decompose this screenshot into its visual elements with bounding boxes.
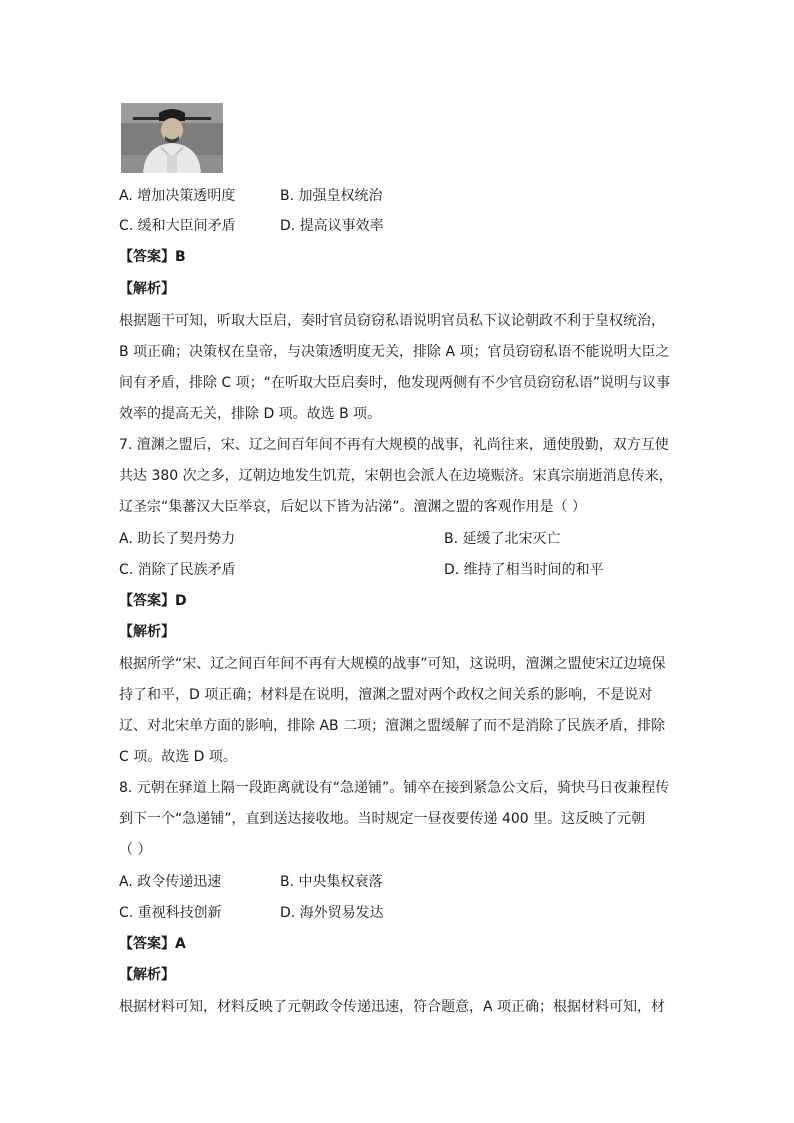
q8-option-a: A. 政令传递迅速: [119, 874, 222, 890]
q6-answer: 【答案】B: [119, 249, 186, 265]
q6-option-d: D. 提高议事效率: [280, 218, 384, 234]
q7-option-c: C. 消除了民族矛盾: [119, 562, 236, 578]
q7-analysis-line: 辽、对北宋单方面的影响，排除 AB 二项；澶渊之盟缓解了而不是消除了民族矛盾，排除: [119, 718, 666, 734]
q6-analysis-line: 间有矛盾，排除 C 项；“在听取大臣启奏时，他发现两侧有不少官员窃窃私语”说明与议事: [119, 375, 671, 391]
q7-answer: 【答案】D: [119, 593, 187, 609]
q6-analysis-line: B 项正确；决策权在皇帝，与决策透明度无关，排除 A 项；官员窃窃私语不能说明大臣之: [119, 344, 670, 360]
q7-analysis-line: C 项。故选 D 项。: [119, 749, 237, 765]
q8-option-b: B. 中央集权衰落: [280, 874, 383, 890]
q7-option-d: D. 维持了相当时间的和平: [444, 562, 604, 578]
q6-option-a: A. 增加决策透明度: [119, 188, 236, 204]
q8-answer: 【答案】A: [119, 936, 186, 952]
q8-option-c: C. 重视科技创新: [119, 905, 222, 921]
q7-stem-line: 共达 380 次之多，辽朝边地发生饥荒，宋朝也会派人在边境赈济。宋真宗崩逝消息传来，: [119, 468, 673, 484]
q6-analysis-line: 效率的提高无关，排除 D 项。故选 B 项。: [119, 406, 382, 422]
q7-stem-line: 7. 澶渊之盟后，宋、辽之间百年间不再有大规模的战事，礼尚往来，通使殷勤，双方互使: [119, 437, 669, 453]
q6-option-b: B. 加强皇权统治: [280, 188, 383, 204]
q7-stem-line: 辽圣宗“集蕃汉大臣举哀，后妃以下皆为沾涕”。澶渊之盟的客观作用是（ ）: [119, 499, 586, 515]
q8-option-d: D. 海外贸易发达: [280, 905, 384, 921]
q7-analysis-line: 根据所学“宋、辽之间百年间不再有大规模的战事”可知，这说明，澶渊之盟使宋辽边境保: [119, 656, 666, 672]
q8-stem-line: （ ）: [119, 842, 152, 858]
q7-option-b: B. 延缓了北宋灭亡: [444, 531, 561, 547]
q8-stem-line: 8. 元朝在驿道上隔一段距离就设有“急递铺”。铺卒在接到紧急公文后，骑快马日夜兼程传: [119, 780, 670, 796]
q7-option-a: A. 助长了契丹势力: [119, 531, 236, 547]
emperor-portrait-image: [121, 103, 223, 173]
q7-analysis-label: 【解析】: [119, 624, 175, 640]
q6-option-c: C. 缓和大臣间矛盾: [119, 218, 236, 234]
q8-analysis-line: 根据材料可知，材料反映了元朝政令传递迅速，符合题意，A 项正确；根据材料可知，材: [119, 999, 666, 1015]
q8-stem-line: 到下一个“急递铺”，直到送达接收地。当时规定一昼夜要传递 400 里。这反映了元朝: [119, 811, 646, 827]
q6-analysis-label: 【解析】: [119, 281, 175, 297]
q7-analysis-line: 持了和平，D 项正确；材料是在说明，澶渊之盟对两个政权之间关系的影响，不是说对: [119, 687, 653, 703]
portrait-illustration: [121, 103, 223, 173]
q8-analysis-label: 【解析】: [119, 967, 175, 983]
q6-analysis-line: 根据题干可知，听取大臣启，奏时官员窃窃私语说明官员私下议论朝政不利于皇权统治，: [119, 313, 665, 329]
